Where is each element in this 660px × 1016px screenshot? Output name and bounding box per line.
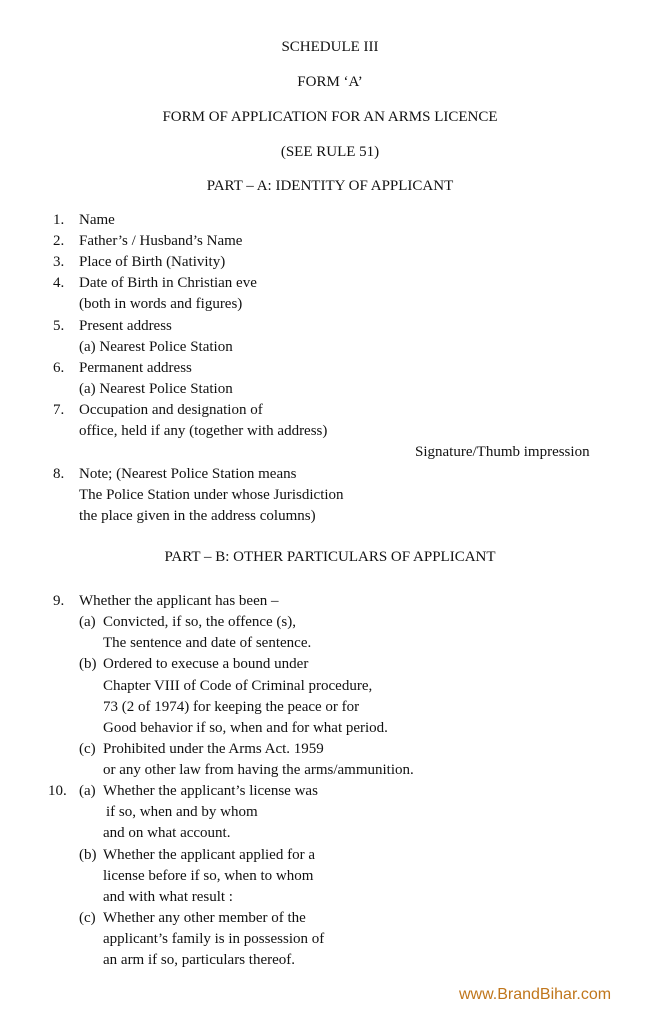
sub-line: 73 (2 of 1974) for keeping the peace or for xyxy=(103,699,360,715)
item-number: 2. xyxy=(53,233,65,249)
item-number: 1. xyxy=(53,212,65,228)
sub-label: (c) xyxy=(79,910,96,926)
sub-line: if so, when and by whom xyxy=(106,804,258,820)
sub-line: The sentence and date of sentence. xyxy=(103,635,312,651)
sub-label: (a) xyxy=(79,614,96,630)
item-line: The Police Station under whose Jurisdiction xyxy=(79,487,344,503)
sub-line: Prohibited under the Arms Act. 1959 xyxy=(103,741,324,757)
item-number: 8. xyxy=(53,466,65,482)
item-number: 3. xyxy=(53,254,65,270)
item-line: office, held if any (together with address) xyxy=(79,423,328,439)
item-line: (both in words and figures) xyxy=(79,296,243,312)
sub-line: Ordered to execuse a bound under xyxy=(103,656,309,672)
item-number: 10. xyxy=(48,783,67,799)
sub-line: an arm if so, particulars thereof. xyxy=(103,952,296,968)
sub-line: or any other law from having the arms/ammunition. xyxy=(103,762,414,778)
schedule-heading: SCHEDULE III xyxy=(281,39,379,55)
item-line: (a) Nearest Police Station xyxy=(79,339,233,355)
item-line: Place of Birth (Nativity) xyxy=(79,254,226,270)
rule-reference: (SEE RULE 51) xyxy=(280,144,380,160)
item-line: Occupation and designation of xyxy=(79,402,263,418)
sub-line: applicant’s family is in possession of xyxy=(103,931,325,947)
sub-line: Good behavior if so, when and for what period. xyxy=(103,720,388,736)
item-line: Note; (Nearest Police Station means xyxy=(79,466,297,482)
item-line: (a) Nearest Police Station xyxy=(79,381,233,397)
item-line: Whether the applicant has been – xyxy=(79,593,279,609)
part-b-heading: PART – B: OTHER PARTICULARS OF APPLICANT xyxy=(164,549,496,565)
item-line: Name xyxy=(79,212,115,228)
sub-line: Whether the applicant’s license was xyxy=(103,783,318,799)
sub-line: and on what account. xyxy=(103,825,231,841)
sub-label: (b) xyxy=(79,656,97,672)
sub-line: Whether the applicant applied for a xyxy=(103,847,315,863)
item-line: the place given in the address columns) xyxy=(79,508,316,524)
sub-line: Convicted, if so, the offence (s), xyxy=(103,614,297,630)
item-line: Present address xyxy=(79,318,172,334)
item-number: 6. xyxy=(53,360,65,376)
item-number: 4. xyxy=(53,275,65,291)
sub-line: and with what result : xyxy=(103,889,233,905)
sub-line: Chapter VIII of Code of Criminal procedure, xyxy=(103,678,373,694)
item-line: Date of Birth in Christian eve xyxy=(79,275,257,291)
sub-label: (c) xyxy=(79,741,96,757)
signature-label: Signature/Thumb impression xyxy=(415,444,590,460)
item-line: Permanent address xyxy=(79,360,192,376)
watermark-link[interactable]: www.BrandBihar.com xyxy=(459,986,612,1003)
form-heading: FORM ‘A’ xyxy=(297,74,363,90)
item-line: Father’s / Husband’s Name xyxy=(79,233,243,249)
sub-label: (a) xyxy=(79,783,96,799)
part-a-heading: PART – A: IDENTITY OF APPLICANT xyxy=(206,178,454,194)
item-number: 9. xyxy=(53,593,65,609)
sub-line: license before if so, when to whom xyxy=(103,868,314,884)
item-number: 7. xyxy=(53,402,65,418)
form-title: FORM OF APPLICATION FOR AN ARMS LICENCE xyxy=(162,109,498,125)
sub-line: Whether any other member of the xyxy=(103,910,306,926)
sub-label: (b) xyxy=(79,847,97,863)
item-number: 5. xyxy=(53,318,65,334)
